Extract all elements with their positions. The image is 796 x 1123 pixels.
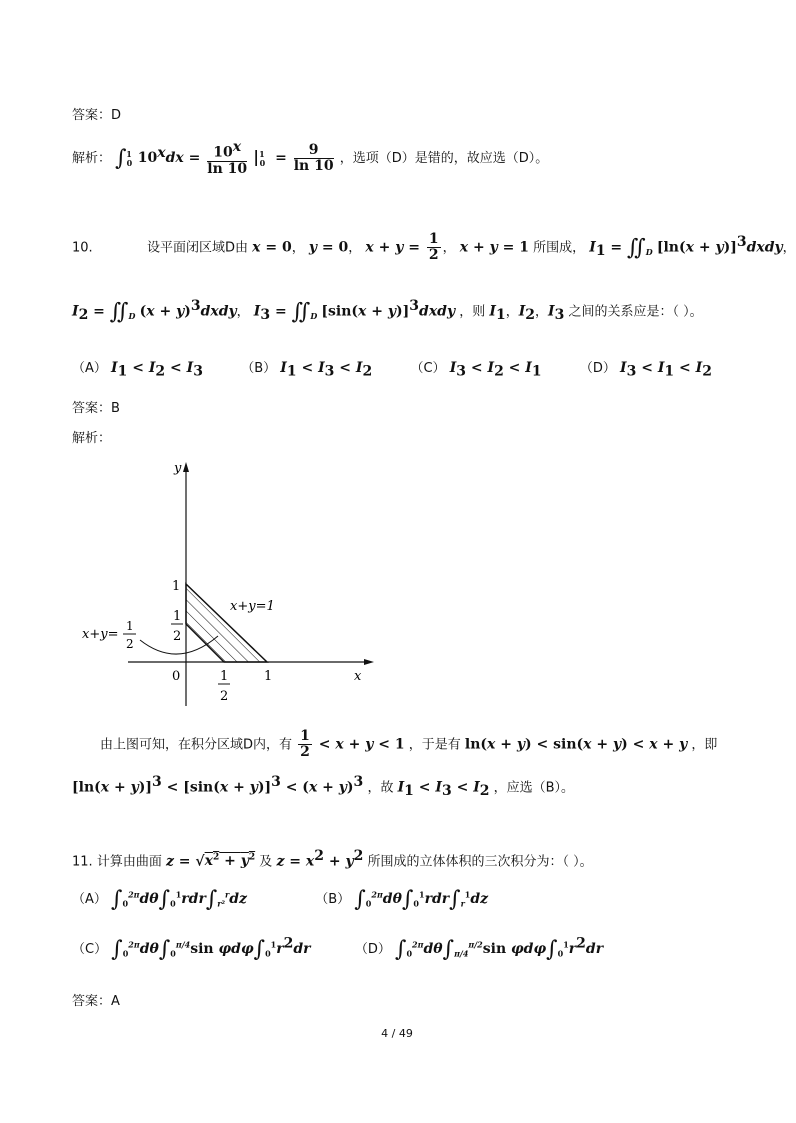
q10-explain-prefix: 由上图可知，在积分区域D内，有 [100, 737, 293, 753]
q11-options-row1 [72, 887, 488, 912]
line-x-plus-y-1-label: x+y=1 [230, 599, 275, 614]
q11-options-row2 [72, 936, 603, 962]
q10-explain-line2: $[\ln(x + y)]^3 < [\sin(x + y)]^3 < (x + y)^3$ ，故 $I_1 < I_3 < I_2$ ，应选（B）。 [72, 774, 575, 799]
q11-number: 11. [72, 854, 93, 870]
q10-explain2-end: ，应选（B）。 [493, 780, 575, 796]
y-axis-label: y [174, 461, 182, 476]
q10-relation: 之间的关系应是：（ ）。 [568, 304, 703, 320]
y-tick-half-den: 2 [173, 629, 182, 644]
q10-bounded: 所围成， [533, 240, 586, 256]
q9-answer: 答案：D [72, 108, 122, 123]
y-tick-1: 1 [172, 579, 181, 594]
q11-and: 及 [259, 854, 273, 870]
q10-explain-end: ，即 [691, 737, 718, 753]
shaded-region [186, 584, 267, 662]
q11-rest: 所围成的立体体积的三次积分为：（ ）。 [367, 854, 593, 870]
q11-option-d: （D） $\int_0^{2\pi}d\theta\int_{\pi/4}^{\pi/2}\sin$ $\varphi d\varphi\int_0^1r^2dr$ [354, 936, 604, 963]
q10-stem-line2: $I_2$ = $∬_D$ $(x + y)^3dxdy$， $I_3$ = $∬_D$ $[\sin(x + y)]^3dxdy$ ，则 $I_1$，$I_2$，$I_3$ 之间的关系应是：（ ）。 [72, 298, 703, 325]
region-diagram [78, 458, 378, 712]
q11-option-c: （C） $\int_0^{2\pi}d\theta\int_0^{\pi/4}\sin$ $\varphi d\varphi\int_0^1r^2dr$ [72, 936, 311, 963]
q10-explain-mid: ，于是有 [408, 737, 461, 753]
q9-analysis-conclusion: ，选项（D）是错的，故应选（D）。 [339, 151, 549, 167]
origin-label: 0 [172, 669, 181, 684]
q11-intro: 计算由曲面 [96, 854, 162, 870]
q10-explain-line1: 由上图可知，在积分区域D内，有 $\frac{1}{2}$ < x + y < 1 ，于是有 ln(x + y) < sin(x + y) < x + y ，即 [100, 728, 718, 761]
q10-intro: 设平面闭区域D由 [146, 240, 248, 256]
x-tick-1: 1 [264, 669, 273, 684]
x-tick-half-num: 1 [220, 669, 229, 684]
q11-option-b: （B） $\int_0^{2\pi}d\theta\int_0^1rdr\int_r^1dz$ [315, 887, 489, 912]
x-axis-label: x [354, 669, 362, 684]
q10-option-d: （D） $I_3 < I_1 < I_2$ [579, 360, 712, 380]
q10-then: ，则 [459, 304, 486, 320]
q11-stem: 11. 计算由曲面 $z = √x^2 + y^2$ 及 $z = x^2 + y^2$ 所围成的立体体积的三次积分为：（ ）。 [72, 848, 593, 870]
q11-answer: 答案：A [72, 994, 120, 1009]
q10-analysis-label: 解析： [72, 431, 112, 446]
q9-analysis-label: 解析： [72, 151, 112, 167]
q9-analysis: 解析： $\int_0^1$ $10^xdx$ = $\frac{10^x}{\ln 10}$ $|^1_0$ = $\frac{9}{\ln 10}$ ，选项（D）是错的，故应选（D）。 [72, 139, 549, 178]
q10-explain2-mid: ，故 [367, 780, 394, 796]
x-tick-half-den: 2 [220, 689, 229, 704]
line-half-num: 1 [126, 619, 134, 633]
q10-options [72, 357, 712, 380]
line-x-plus-y-half-label: x+y= [82, 627, 119, 642]
page-number: 4 / 49 [381, 1027, 413, 1040]
q10-number: 10. [72, 240, 93, 256]
y-tick-half-num: 1 [173, 609, 182, 624]
q10-option-a: （A） $I_1 < I_2 < I_3$ [72, 360, 203, 380]
q11-option-a: （A） $\int_0^{2\pi}d\theta\int_0^1rdr\int_{r^2}^rdz$ [72, 887, 247, 912]
q10-option-c: （C） $I_3 < I_2 < I_1$ [410, 360, 542, 380]
q10-option-b: （B） $I_1 < I_3 < I_2$ [241, 360, 373, 380]
q10-answer: 答案：B [72, 401, 120, 416]
q10-stem-line1: 10. 设平面闭区域D由 x = 0， y = 0， x + y = $\frac{1}{2}$ ， x + y = 1 所围成， $I_1$ = $∬_D$ $[\ln(x + y)]^3dxdy$， [72, 231, 796, 264]
line-half-den: 2 [126, 637, 134, 651]
